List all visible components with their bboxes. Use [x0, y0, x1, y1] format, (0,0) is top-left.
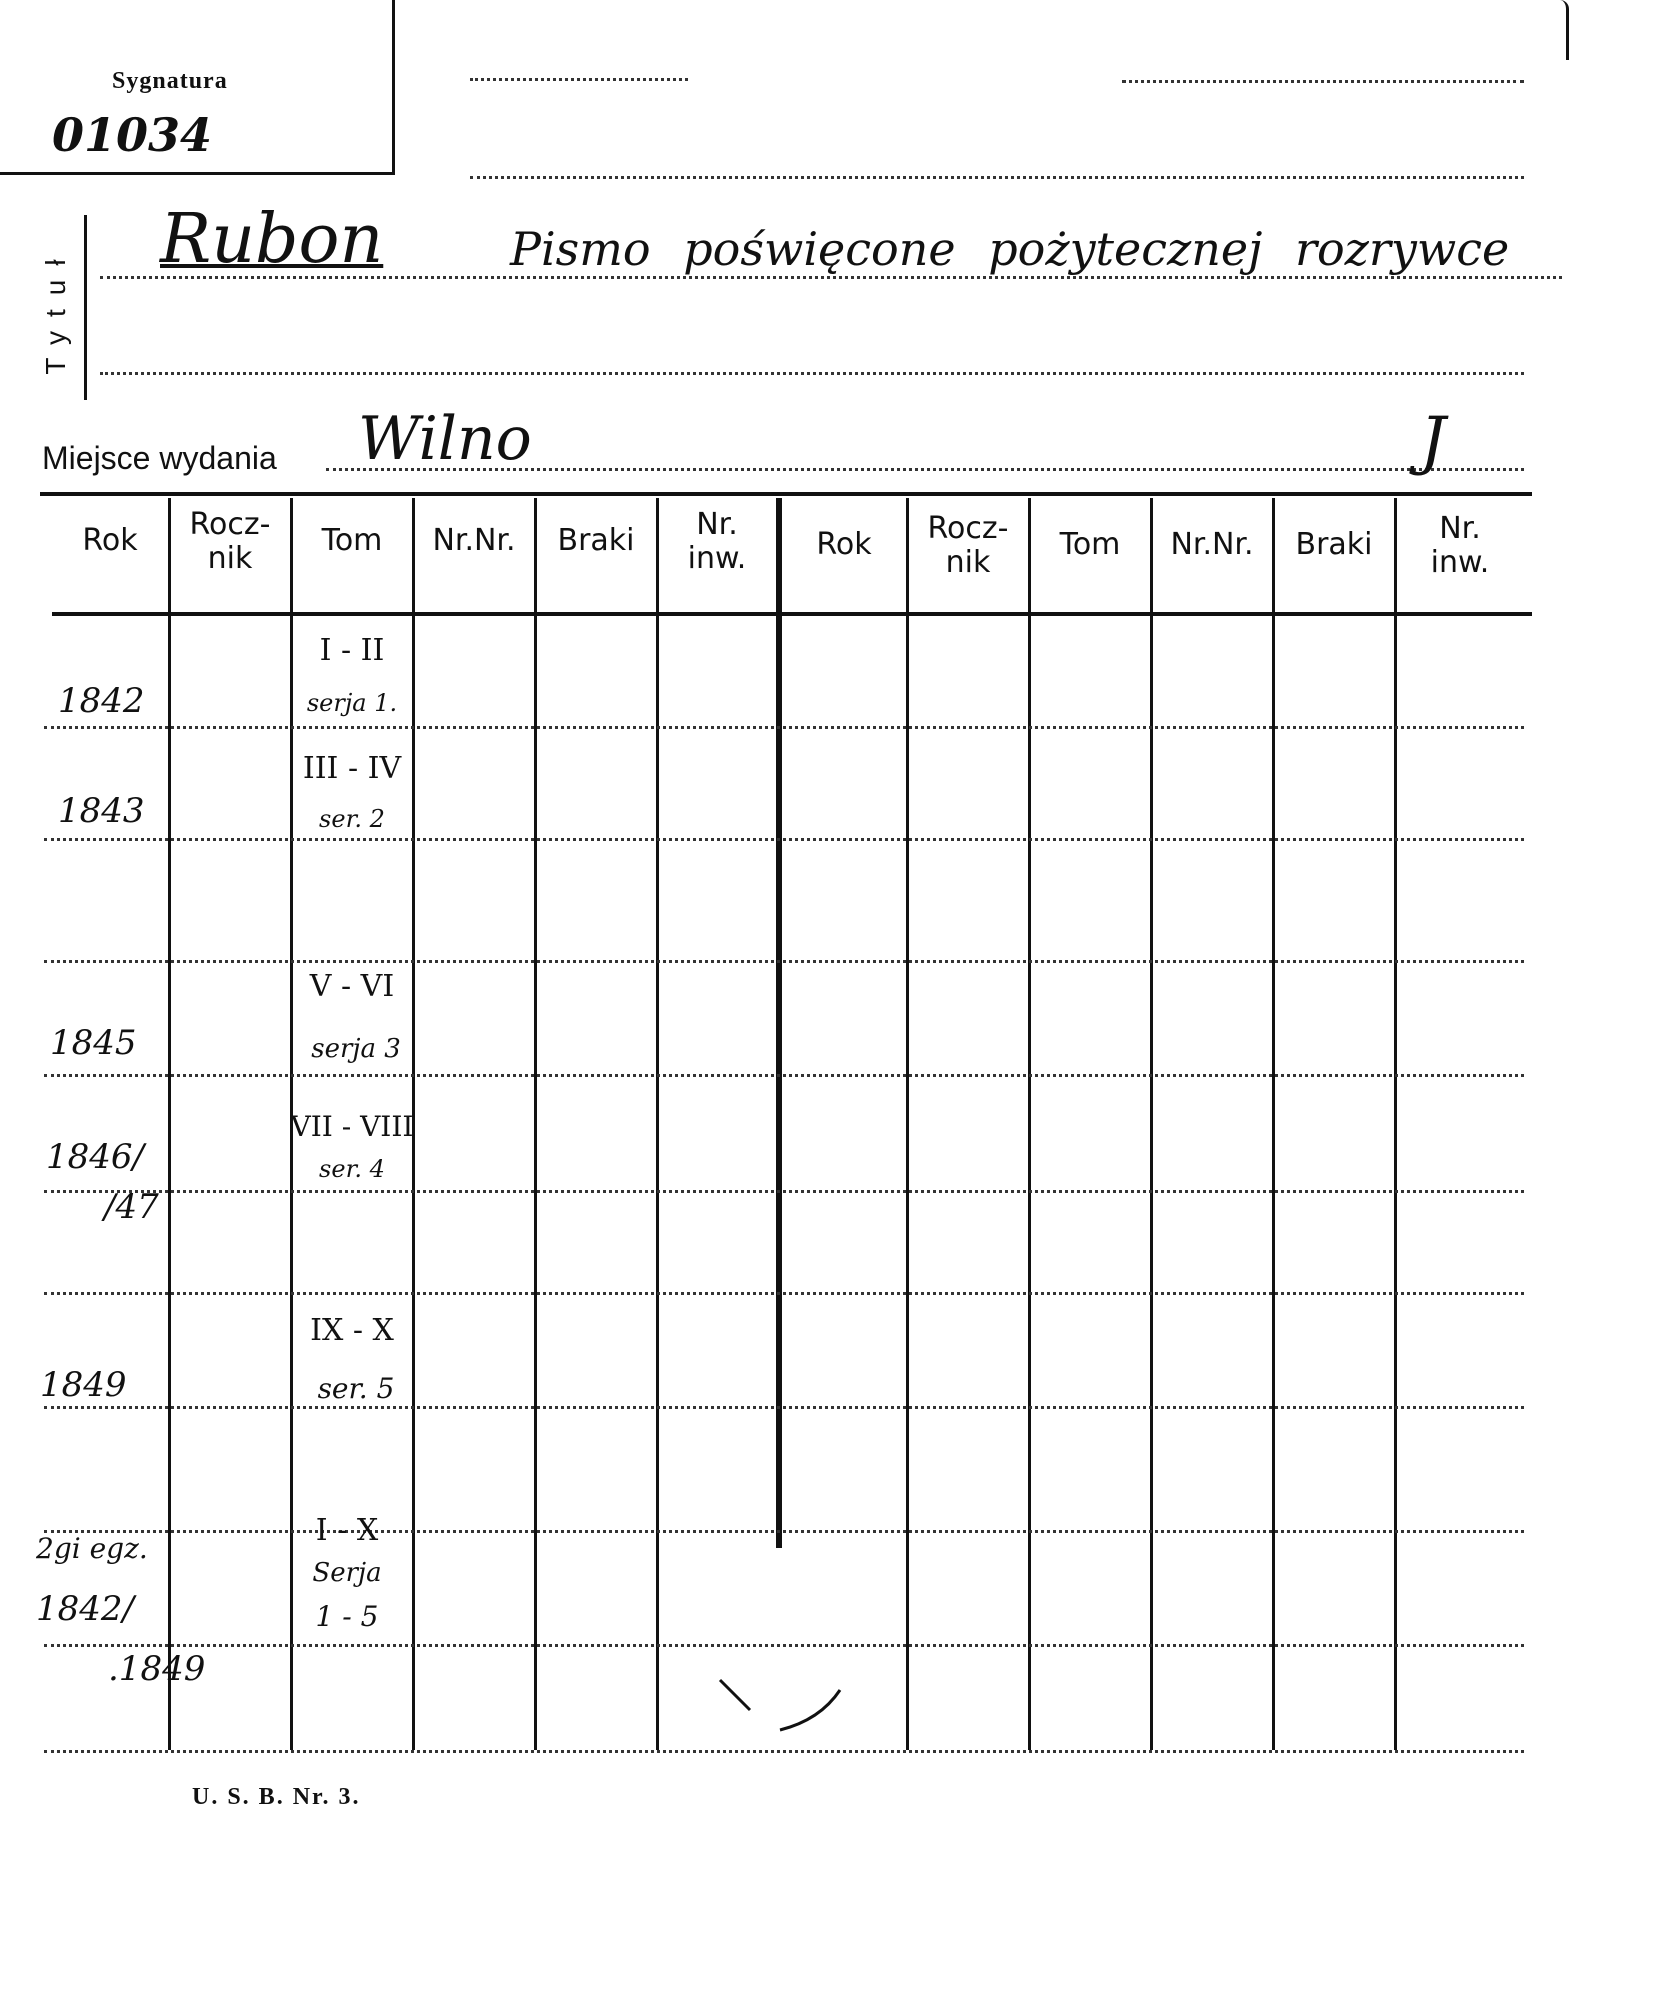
col-sep-11: [1394, 498, 1397, 1750]
title-main: Rubon: [160, 200, 384, 279]
signature-label: Sygnatura: [112, 68, 228, 94]
row-1-tom: I - II: [319, 633, 385, 668]
top-dotted-line-3: [470, 176, 1524, 179]
row-6-tom: I - X: [315, 1513, 379, 1548]
signature-box: [0, 0, 395, 175]
row-2-rok: 1843: [58, 791, 145, 831]
row-3-rok: 1845: [50, 1023, 137, 1063]
header-braki-left: Braki: [557, 523, 635, 558]
row-6-tom-series: Serja: [312, 1558, 382, 1588]
signature-value: 01034: [52, 108, 213, 162]
header-tom-right: Tom: [1059, 527, 1121, 562]
row-2-tom-series: ser. 2: [319, 805, 385, 833]
col-sep-9: [1150, 498, 1153, 1750]
title-bracket: [84, 215, 87, 400]
row-3-tom-series: serja 3: [311, 1034, 401, 1064]
header-rocznik-left: Rocz- nik: [189, 507, 271, 576]
col-sep-10: [1272, 498, 1275, 1750]
torn-mark: [710, 1670, 860, 1750]
row-line-3: [44, 960, 1524, 963]
table-header-line: [52, 612, 1532, 616]
place-value: Wilno: [358, 404, 532, 474]
row-1-tom-series: serja 1.: [306, 689, 398, 717]
row-4-rok-cont: /47: [104, 1187, 159, 1227]
col-sep-7: [906, 498, 909, 1750]
row-4-tom-series: ser. 4: [319, 1155, 385, 1183]
row-5-tom-series: ser. 5: [317, 1372, 395, 1405]
row-line-1: [44, 726, 1524, 729]
title-label-text: Tytuł: [40, 245, 71, 375]
title-label: [40, 232, 74, 392]
row-line-9: [44, 1644, 1524, 1647]
top-dotted-line-1: [470, 78, 688, 81]
top-dotted-line-2: [1122, 80, 1524, 83]
header-rok-left: Rok: [82, 523, 138, 558]
form-footer: U. S. B. Nr. 3.: [192, 1784, 361, 1810]
header-nrinw-right: Nr. inw.: [1430, 511, 1490, 580]
row-line-6: [44, 1292, 1524, 1295]
corner-mark: J: [1420, 404, 1446, 478]
header-nrinw-left: Nr. inw.: [687, 507, 747, 576]
row-5-tom: IX - X: [310, 1313, 394, 1348]
title-dotted-line-1: [100, 276, 1562, 279]
col-sep-8: [1028, 498, 1031, 1750]
row-5-rok: 1849: [40, 1365, 127, 1405]
row-6-rok-cont-2: .1849: [108, 1649, 206, 1689]
row-1-rok: 1842: [58, 681, 145, 721]
row-line-2: [44, 838, 1524, 841]
col-sep-5: [656, 498, 659, 1750]
title-dotted-line-2: [100, 372, 1524, 375]
row-line-5: [44, 1190, 1524, 1193]
col-sep-1: [168, 498, 171, 1750]
row-line-10: [44, 1750, 1524, 1753]
row-line-7: [44, 1406, 1524, 1409]
place-label: Miejsce wydania: [42, 440, 277, 476]
row-3-tom: V - VI: [309, 969, 395, 1004]
header-rocznik-right: Rocz- nik: [927, 511, 1009, 580]
header-braki-right: Braki: [1295, 527, 1373, 562]
table-top-line: [40, 492, 1532, 496]
col-sep-4: [534, 498, 537, 1750]
row-6-tom-range: 1 - 5: [315, 1600, 379, 1633]
row-line-8: [44, 1530, 1524, 1533]
right-edge-mark: [1560, 0, 1569, 60]
row-4-tom: VII - VIII: [290, 1110, 414, 1143]
row-6-rok: 2gi egz.: [36, 1532, 148, 1565]
row-2-tom: III - IV: [302, 751, 402, 786]
header-nrnr-left: Nr.Nr.: [432, 523, 516, 558]
title-sub: Pismo poświęcone pożytecznej rozrywce: [510, 222, 1510, 276]
header-nrnr-right: Nr.Nr.: [1170, 527, 1254, 562]
row-line-4: [44, 1074, 1524, 1077]
row-6-rok-cont: 1842/: [36, 1589, 134, 1629]
col-sep-center: [776, 498, 782, 1548]
row-4-rok: 1846/: [46, 1137, 144, 1177]
header-rok-right: Rok: [816, 527, 872, 562]
header-tom-left: Tom: [321, 523, 383, 558]
